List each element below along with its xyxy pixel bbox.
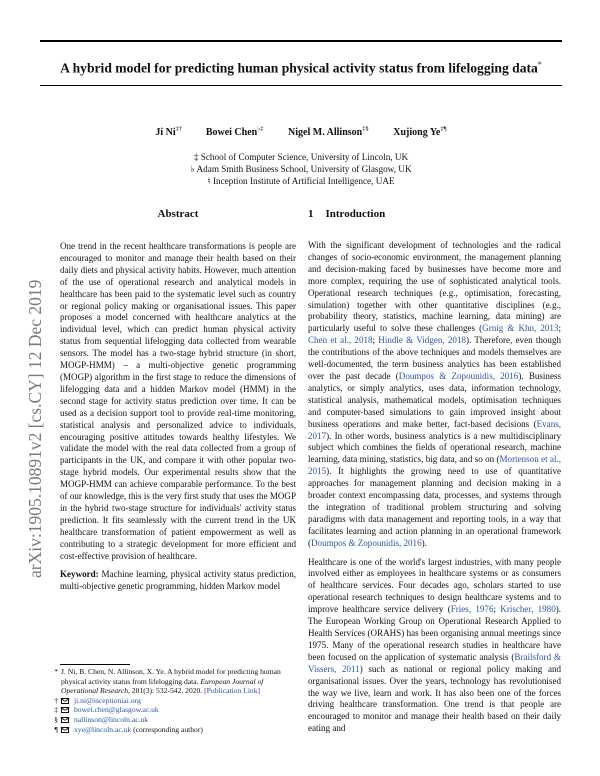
email-link[interactable]: bowei.chen@glasgow.ac.uk: [74, 705, 159, 715]
footnote-mark: †: [54, 695, 58, 705]
envelope-icon: [61, 717, 69, 723]
author-ni: [155, 127, 183, 138]
keywords-label: Keyword:: [60, 569, 99, 580]
paragraph-text: Healthcare is one of the world's largest industries, with many people involved either as employees in healthcare systems or as consumers of healthcare services. Four decades ago, scholars started to use operational research techniques to design healthcare systems and to improve healthcare service delivery (: [308, 556, 561, 615]
paragraph-text: ). The European Working Group on Operational Research Applied to Health Services (ORAHS) has been organising annual meetings since 1975. Many of the operational research studies in healthcare have been focused on the application of systematic analysis (: [308, 604, 562, 662]
author-name: Xujiong Ye: [393, 127, 441, 139]
author-marks: ♭‡: [257, 126, 264, 133]
abstract-heading: Abstract: [157, 208, 199, 220]
section-title: Introduction: [325, 208, 386, 220]
author-marks: ‡§: [362, 126, 369, 133]
author-marks: ‡¶: [440, 126, 447, 133]
intro-paragraph-2: [308, 557, 561, 736]
intro-paragraph-1: [308, 240, 561, 550]
paragraph-text: ).: [421, 537, 427, 548]
title-footnote-mark: *: [537, 60, 542, 69]
publication-link[interactable]: [Publication Link]: [204, 686, 261, 696]
author-ye: [393, 127, 446, 138]
envelope-icon: [61, 698, 69, 704]
author-list: [40, 124, 562, 139]
paragraph-text: ;: [493, 604, 501, 615]
footnotes: [40, 667, 296, 734]
footnote-citation-text: [61, 667, 296, 696]
citation-link[interactable]: Fries, 1976: [450, 604, 494, 615]
envelope-icon: [61, 707, 69, 713]
footnote-mark: §: [54, 714, 58, 724]
author-name: Nigel M. Allinson: [288, 127, 363, 139]
citation-link[interactable]: Evans, 2017: [308, 418, 561, 441]
citation-link[interactable]: Hindle & Vidgen, 2018: [378, 335, 466, 346]
email-link[interactable]: ji.ni@inceptioniai.org: [74, 695, 141, 705]
footnote-mark: ‡: [54, 705, 58, 715]
paragraph-text: ). Business analytics, or simply analytics, uses data, information technology, statistical analysis, mathematical models, optimisation techniques and computer-based simulations to gain improved insight about business operations and make better, fact-based decisions (: [308, 370, 561, 429]
arxiv-identifier: arXiv:1905.10891v2 [cs.CY] 12 Dec 2019: [25, 279, 45, 578]
author-chen: [206, 127, 264, 138]
keywords-text: Machine learning, physical activity status prediction, multi-objective genetic programming, hidden Markov model: [60, 569, 296, 592]
paragraph-text: ) such as national or regional policy making and organisational issues. Over the years, technology has revolutionised the way we live, learn and work. It has also been one of the forces driving healthcare transformation. One trend is that people are encouraged to monitor and manage their health based on their daily eating and: [308, 663, 562, 734]
affiliation-glasgow: ♭ Adam Smith Business School, University of Glasgow, UK: [190, 164, 412, 175]
author-allinson: [288, 127, 369, 138]
paragraph-text: ). In other words, business analytics is a new multidisciplinary subject which combines the fields of operational research, machine learning, data mining, statistics, big data, and so on (: [308, 430, 561, 465]
footnote-mark: *: [54, 667, 58, 676]
citation-link[interactable]: Doumpos & Zopounidis, 2016: [311, 537, 422, 548]
citation-link[interactable]: Doumpos & Zopounidis, 2016: [398, 370, 519, 381]
affiliation-lincoln: ‡ School of Computer Science, University of Lincoln, UK: [193, 152, 409, 162]
introduction-column: [308, 207, 561, 742]
affiliation-iiai: ♮ Inception Institute of Artificial Intelligence, UAE: [207, 176, 395, 187]
abstract-column: [60, 207, 296, 600]
email-link[interactable]: xye@lincoln.ac.uk: [74, 724, 132, 734]
citation-text: J. Ni, B. Chen, N. Allinson, X. Ye. A hybrid model for predicting human physical activity status from lifelogging data.: [61, 667, 281, 686]
journal-name: European Journal of Operational Research: [61, 676, 264, 696]
section-heading: [308, 207, 561, 221]
footnote-email-allinson: [40, 715, 296, 725]
paper-title-text: A hybrid model for predicting human physical activity status from lifelogging data: [60, 60, 538, 76]
paragraph-text: With the significant development of technologies and the radical changes of socio-economic environment, the management planning and decision-making faced by businesses have become more and more complex, requiring the use of sophisticated analytical tools. Operational research techniques (e.g., optimisation, forecasting, simulation) together with other quantitative disciplines (e.g., probability theory, statistics, machine learning, data mining) are particularly useful to solve these challenges (: [308, 240, 561, 334]
author-name: Bowei Chen: [205, 127, 258, 139]
paragraph-text: ;: [558, 323, 561, 334]
paragraph-text: ). Therefore, even though the contributions of the above techniques and models themselves are well-documented, the term business analytics has been established over the past decade (: [308, 335, 561, 381]
title-top-rule: [40, 40, 562, 42]
keywords: [60, 569, 296, 593]
email-link[interactable]: nallinson@lincoln.ac.uk: [74, 714, 149, 724]
citation-link[interactable]: Chen et al., 2018: [308, 335, 373, 346]
author-name: Ji Ni: [155, 127, 176, 139]
footnote-mark: ¶: [54, 724, 58, 734]
footnote-rule: [60, 664, 130, 665]
paper-title: [40, 56, 562, 77]
footnote-citation: [40, 667, 296, 696]
volume-info: , 281(3): 532-542, 2020.: [128, 686, 205, 696]
citation-link[interactable]: Mortenson et al., 2015: [308, 454, 561, 477]
footnote-email-ni: [40, 696, 296, 706]
paragraph-text: ;: [372, 335, 379, 346]
affiliations: [40, 151, 562, 188]
section-number: 1: [308, 208, 314, 220]
paragraph-text: ). It highlights the growing need to use of quantitative approaches for management planning and decision making in a broader context encompassing data, processes, and systems through the integration of traditional problem structuring and solving paradigms with data management and reporting tools, in a way that facilitates learning and action planning in an operational framework (: [308, 466, 561, 548]
abstract-text: One trend in the recent healthcare transformations is people are encouraged to monitor and manage their health based on their daily diets and physical activity habits. However, much attention of the use of operational research and analytical models in healthcare has been paid to the systematic level such as country or regional policy making or organisational issues. This paper proposes a model concerned with healthcare analytics at the individual level, which can predict human physical activity status from sequential lifelogging data collected from wearable sensors. The model has a two-stage hybrid structure (in short, MOGP-HMM) – a multi-objective genetic programming (MOGP) algorithm in the first stage to reduce the dimensions of lifelogging data and a hidden Markov model (HMM) in the second stage for activity status prediction over time. It can be used as a decision support tool to provide real-time monitoring, statistical analysis and personalized advice to individuals, encouraging positive attitudes towards healthy lifestyles. We validate the model with the real data collected from a group of participants in the UK, and compare it with other popular two-stage hybrid models. Our experimental results show that the MOGP-HMM can achieve comparable performance. To the best of our knowledge, this is the very first study that uses the MOGP in the hybrid two-stage structure for individuals' activity status prediction. It fits seamlessly with the current trend in the UK healthcare transformation of patient empowerment as well as contributing to a strategic development for more efficient and cost-effective provision of healthcare.: [60, 241, 296, 561]
footnote-email-chen: [40, 705, 296, 715]
footnote-email-ye: [40, 725, 296, 735]
author-marks: ‡†: [175, 126, 184, 133]
citation-link[interactable]: Brailsford & Vissers, 2011: [308, 651, 562, 674]
citation-link[interactable]: Krischer, 1980: [500, 604, 556, 615]
citation-link[interactable]: Grnig & Khn, 2013: [482, 323, 559, 334]
envelope-icon: [61, 727, 69, 733]
title-bottom-rule: [40, 85, 562, 86]
email-suffix: (corresponding author): [131, 724, 203, 734]
